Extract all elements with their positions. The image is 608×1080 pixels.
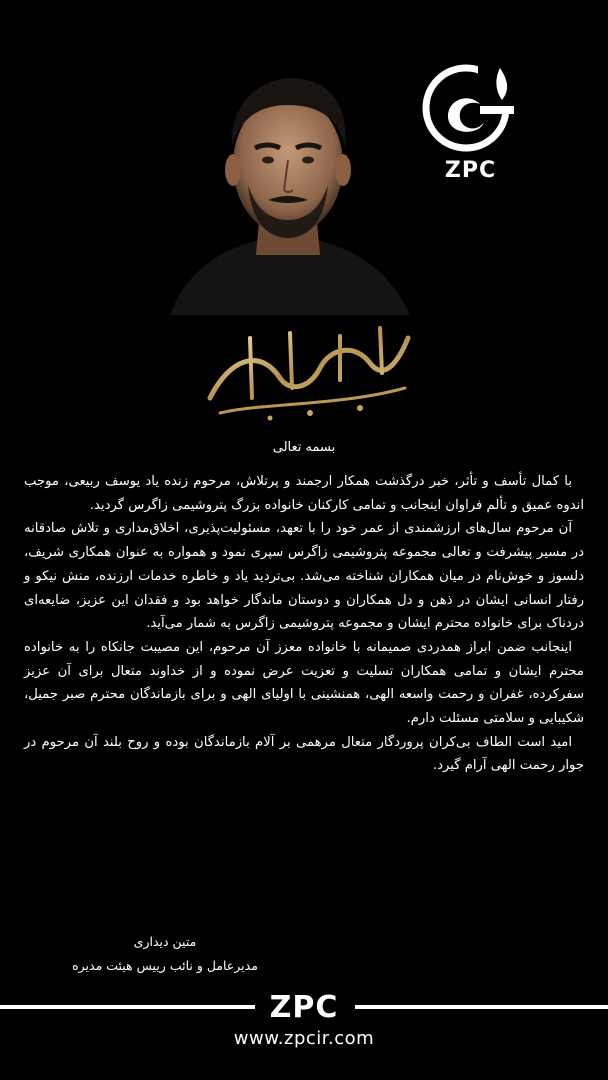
portrait-photo bbox=[160, 60, 415, 315]
message-paragraph: با کمال تأسف و تأثر، خبر درگذشت همکار ارجمند و پرتلاش، مرحوم زنده یاد یوسف ربیعی، موجب اندوه عمیق و تألم فراوان اینجانب و تمامی کارکنان خانواده بزرگ پتروشیمی زاگرس گردید. bbox=[24, 474, 584, 513]
bismillah-heading: بسمه تعالی bbox=[272, 440, 336, 455]
calligraphy-image bbox=[190, 318, 420, 428]
message-paragraph: اینجانب ضمن ابراز همدردی صمیمانه با خانواده معزز آن مرحوم، این مصیبت جانکاه را به خانواده محترم ایشان و تمامی همکاران تسلیت و تعزیت عرض نموده و از خداوند متعال برای آن عزیز سفرکرده، غفران و رحمت واسعه الهی، همنشینی با اولیای الهی و برای بازماندگان محترم صبر جمیل، شکیبایی و سلامتی مسئلت دارم. bbox=[24, 639, 584, 727]
signer-name: متین دیداری bbox=[133, 934, 197, 949]
zpc-logo bbox=[418, 60, 523, 185]
footer-logo-text: ZPC bbox=[269, 990, 339, 1025]
condolence-message bbox=[24, 470, 584, 778]
signer-title: مدیرعامل و نائب رییس هیئت مدیره bbox=[72, 958, 258, 973]
footer-website-link[interactable]: www.zpcir.com bbox=[233, 1028, 375, 1049]
message-paragraph: آن مرحوم سال‌های ارزشمندی از عمر خود را با تعهد، مسئولیت‌پذیری، اخلاق‌مداری و تلاش صادقانه در مسیر پیشرفت و تعالی مجموعه پتروشیمی زاگرس سپری نمود و همواره به عنوان همکاری شریف، دلسوز و خوش‌نام در میان همکاران شناخته می‌شد. بی‌تردید یاد و خاطره خدمات ارزنده، منش نیکو و رفتار انسانی ایشان در ذهن و دل همکاران و دوستان ماندگار خواهد بود و فقدان این عزیز، ضایعه‌ای دردناک برای خانواده محترم ایشان و مجموعه پتروشیمی زاگرس به شمار می‌آید. bbox=[24, 521, 584, 632]
message-paragraph: امید است الطاف بی‌کران پروردگار متعال مرهمی بر آلام بازماندگان بوده و روح بلند آن مرحوم در جوار رحمت الهی آرام گیرد. bbox=[24, 734, 584, 774]
logo-text: ZPC bbox=[444, 158, 497, 183]
